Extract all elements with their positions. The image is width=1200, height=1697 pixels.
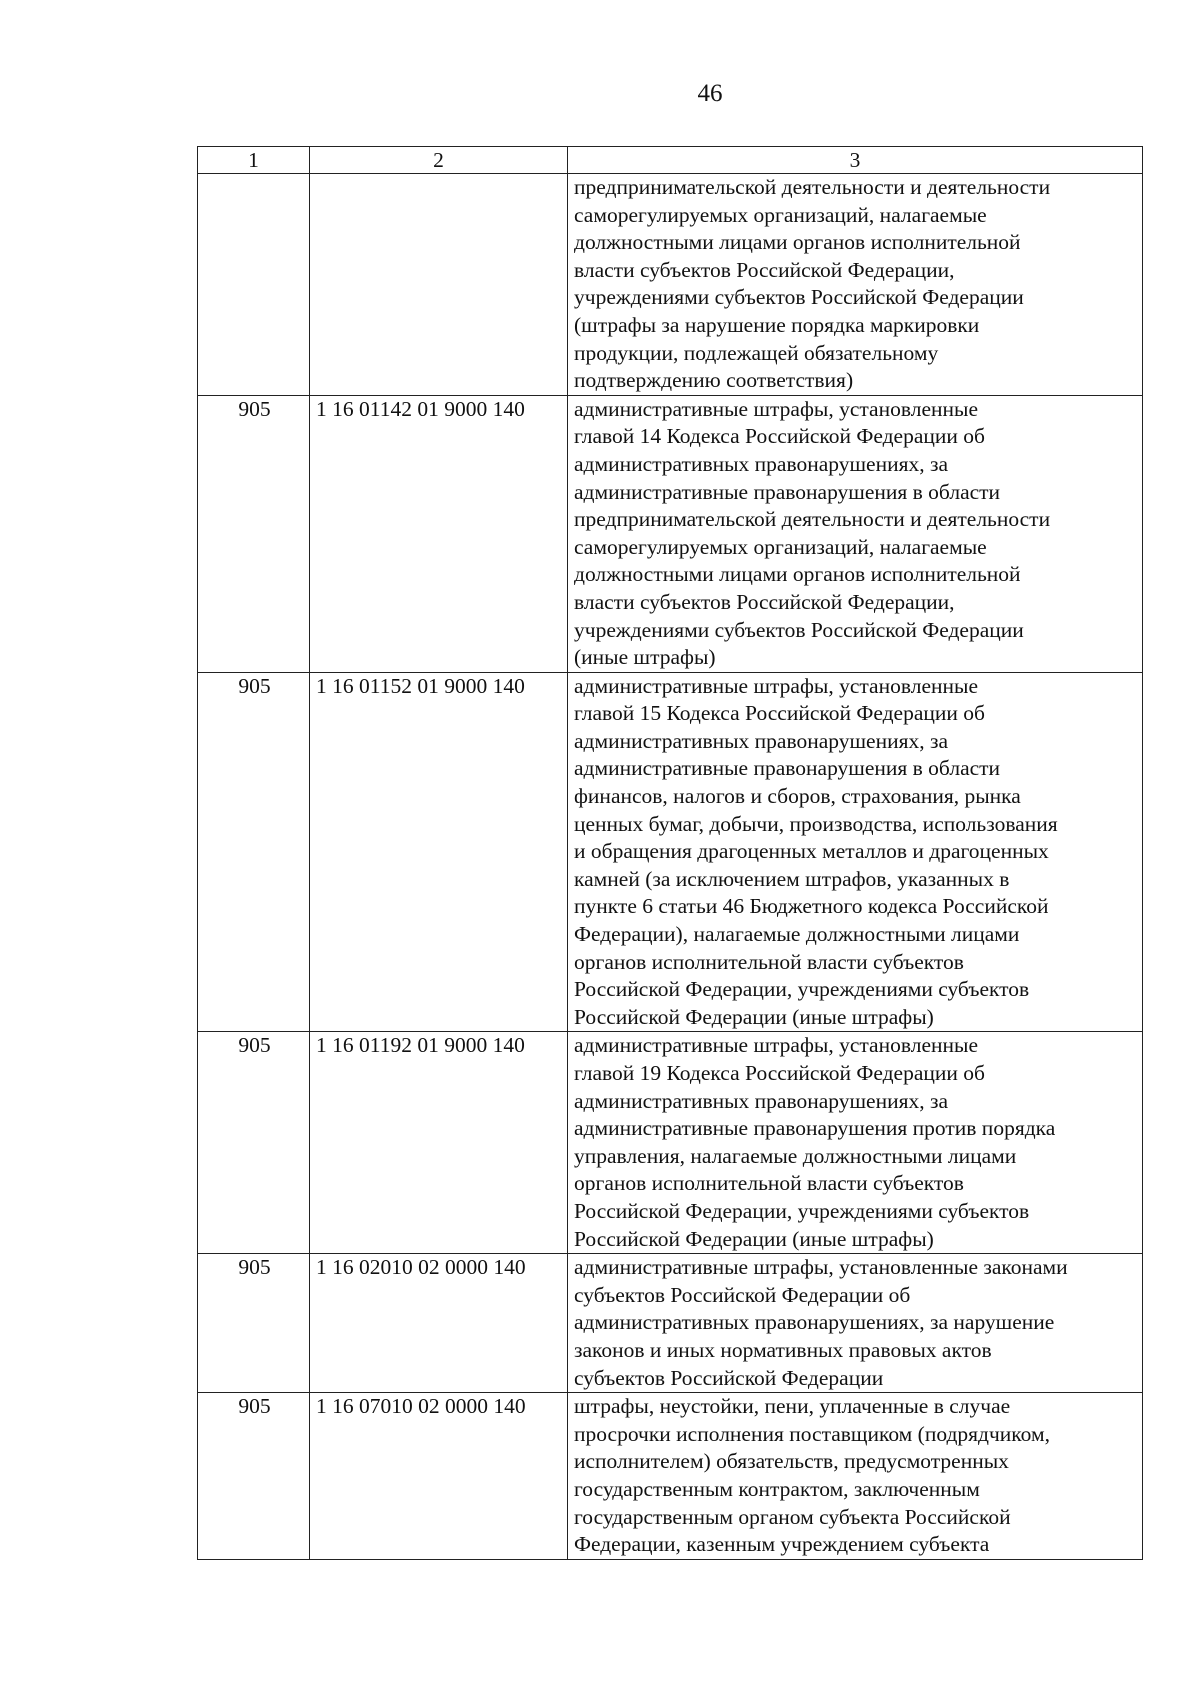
description-line: просрочки исполнения поставщиком (подрядчиком, (574, 1421, 1050, 1446)
description-line: главой 14 Кодекса Российской Федерации об (574, 424, 985, 449)
description-line: ценных бумаг, добычи, производства, использования (574, 811, 1058, 836)
admin-code-cell: 905 (198, 1254, 310, 1393)
description-line: административные штрафы, установленные (574, 396, 978, 421)
description-line: финансов, налогов и сборов, страхования, рынка (574, 784, 1021, 809)
budget-code-cell: 1 16 01192 01 9000 140 (310, 1032, 568, 1254)
description-cell (568, 1254, 1143, 1393)
table-row (198, 1032, 1143, 1254)
description-cell (568, 1393, 1143, 1560)
description-line: административных правонарушениях, за нарушение (574, 1310, 1055, 1335)
description-line: пункте 6 статьи 46 Бюджетного кодекса Российской (574, 894, 1049, 919)
description-cell (568, 672, 1143, 1032)
description-line: административные штрафы, установленные (574, 1033, 978, 1058)
table-row (198, 672, 1143, 1032)
column-header-2: 2 (310, 147, 568, 174)
description-line: предпринимательской деятельности и деятельности (574, 175, 1051, 199)
description-line: главой 15 Кодекса Российской Федерации об (574, 701, 985, 726)
description-line: камней (за исключением штрафов, указанных в (574, 866, 1010, 891)
budget-code-cell: 1 16 01142 01 9000 140 (310, 395, 568, 672)
description-line: органов исполнительной власти субъектов (574, 1171, 964, 1196)
income-codes-table (197, 146, 1143, 1560)
description-line: учреждениями субъектов Российской Федерации (574, 617, 1024, 642)
admin-code-cell: 905 (198, 672, 310, 1032)
budget-code-cell: 1 16 02010 02 0000 140 (310, 1254, 568, 1393)
description-line: предпринимательской деятельности и деятельности (574, 507, 1051, 532)
admin-code-cell: 905 (198, 395, 310, 672)
table-row (198, 1393, 1143, 1560)
admin-code-cell (198, 174, 310, 396)
admin-code-cell: 905 (198, 1393, 310, 1560)
description-line: должностными лицами органов исполнительной (574, 562, 1021, 587)
description-line: Российской Федерации, учреждениями субъектов (574, 977, 1030, 1002)
table-row (198, 174, 1143, 396)
description-line: государственным органом субъекта Российской (574, 1504, 1011, 1529)
description-line: Российской Федерации (иные штрафы) (574, 1004, 934, 1029)
description-line: Российской Федерации, учреждениями субъектов (574, 1198, 1030, 1223)
description-line: административные правонарушения в области (574, 479, 1001, 504)
admin-code-cell: 905 (198, 1032, 310, 1254)
table-body (198, 174, 1143, 1560)
table-row (198, 1254, 1143, 1393)
description-line: законов и иных нормативных правовых актов (574, 1337, 992, 1362)
description-line: субъектов Российской Федерации (574, 1365, 884, 1390)
description-line: власти субъектов Российской Федерации, (574, 257, 955, 282)
description-line: саморегулируемых организаций, налагаемые (574, 202, 987, 227)
description-line: (штрафы за нарушение порядка маркировки (574, 312, 980, 337)
description-line: административных правонарушениях, за (574, 728, 949, 753)
description-line: административных правонарушениях, за (574, 1088, 949, 1113)
description-line: подтверждению соответствия) (574, 368, 854, 393)
description-line: административных правонарушениях, за (574, 451, 949, 476)
description-line: административные правонарушения против порядка (574, 1116, 1056, 1141)
table-header-row (198, 147, 1143, 174)
description-line: продукции, подлежащей обязательному (574, 340, 939, 365)
description-line: саморегулируемых организаций, налагаемые (574, 534, 987, 559)
budget-code-cell: 1 16 01152 01 9000 140 (310, 672, 568, 1032)
description-line: субъектов Российской Федерации об (574, 1282, 911, 1307)
description-line: органов исполнительной власти субъектов (574, 949, 964, 974)
budget-code-cell (310, 174, 568, 396)
description-line: Российской Федерации (иные штрафы) (574, 1226, 934, 1251)
description-line: Федерации, казенным учреждением субъекта (574, 1532, 990, 1557)
description-line: административные штрафы, установленные законами (574, 1255, 1068, 1280)
description-line: государственным контрактом, заключенным (574, 1476, 980, 1501)
description-line: штрафы, неустойки, пени, уплаченные в случае (574, 1394, 1011, 1419)
description-line: должностными лицами органов исполнительной (574, 230, 1021, 255)
description-line: власти субъектов Российской Федерации, (574, 589, 955, 614)
description-cell (568, 1032, 1143, 1254)
description-line: исполнителем) обязательств, предусмотренных (574, 1449, 1009, 1474)
description-line: главой 19 Кодекса Российской Федерации об (574, 1061, 985, 1085)
page-number: 46 (697, 80, 723, 107)
description-cell (568, 174, 1143, 396)
description-cell (568, 395, 1143, 672)
description-line: Федерации), налагаемые должностными лицами (574, 922, 1020, 947)
column-header-1: 1 (198, 147, 310, 174)
description-line: административные правонарушения в области (574, 756, 1001, 781)
budget-code-cell: 1 16 07010 02 0000 140 (310, 1393, 568, 1560)
column-header-3: 3 (568, 147, 1143, 174)
description-line: и обращения драгоценных металлов и драгоценных (574, 839, 1049, 864)
table-row (198, 395, 1143, 672)
description-line: административные штрафы, установленные (574, 673, 978, 698)
description-line: (иные штрафы) (574, 645, 716, 670)
description-line: управления, налагаемые должностными лицами (574, 1143, 1017, 1168)
description-line: учреждениями субъектов Российской Федерации (574, 285, 1024, 310)
